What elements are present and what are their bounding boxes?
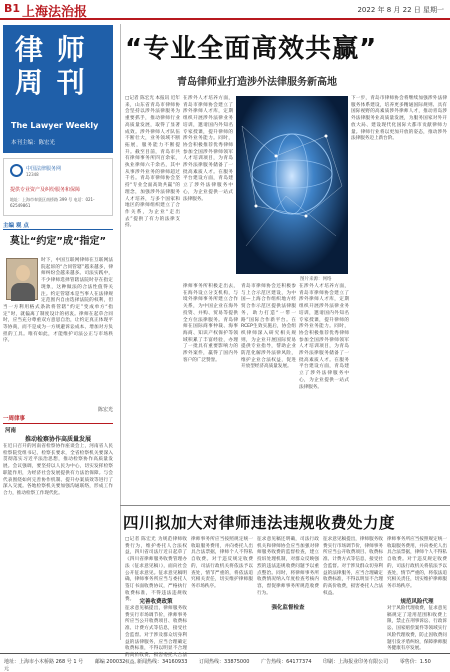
brief-title: 推动检察协作高质量发展: [24, 436, 91, 443]
story2-column-6: 对于风险代理收费，征求意见稿规定了适用范围和收费上限，禁止在刑事诉讼、行政诉讼、国家赔偿案件等领域实行风险代理收费，防止因收费问题引发矛盾纠纷，保障律师服务健康有序发展。: [387, 606, 447, 652]
briefs-tag: 一周律事: [3, 414, 113, 424]
story2-subhead-2: 强化监督检查: [271, 605, 305, 611]
column-title: 莫让“约定”成“指定”: [9, 236, 107, 247]
globe-illustration: [236, 96, 348, 274]
feature-column-6: 在涉外人才培养方面，青岛市律师协会建立了涉外律师人才库，定期组织开展涉外法律业务培训，邀请国内外知名专家授课，提升律师的涉外业务能力。同时，协会积极推荐优秀律师参加全国涉外律师领军人才培训项目，为青岛涉外法律服务储备了一批高素质人才。在服务平台建设方面，青岛建立了涉外法律服务中心，为企业提供一站式法律服务。: [299, 284, 349, 390]
ad-org-sub: 12348: [26, 172, 39, 177]
brief-text: 在近日召开的河南省检察协作座谈会上，河南省人民检察院党组书记、检察长要求，全省检察机关要深入贯彻落实习近平法治思想，推动检察协作高质量发展。会议强调，要坚持以人民为中心，切实发挥检察职能作用，为经济社会发展提供有力法治保障。与会代表围绕如何完善协作机制、提升办案质效等进行了深入交流。各地检察机关要加强沟通联络，形成工作合力，推动检察工作现代化。: [3, 444, 113, 496]
brand-title-line1: 律 师: [15, 33, 87, 66]
brand-editor: 本刊主编：陈宏光: [11, 140, 56, 146]
legal-service-logo-icon: [10, 164, 23, 177]
newspaper-masthead: 上海法治报: [22, 5, 88, 20]
dateline: 2022 年 8 月 22 日 星期一: [357, 6, 444, 14]
page-footer: [0, 653, 450, 672]
column-divider: [120, 24, 121, 640]
author-portrait: [6, 258, 38, 300]
story2-column-1: □记者 陈宏光 为规范律师收费行为，维护委托人合法权益，四川省司法厅近日起草了《四川省律师服务收费管理办法（征求意见稿）》，面向社会公开征求意见。征求意见稿明确，律师事务所应当与委托人签订书面收费协议，严格执行收费标准，不得违法违规收费。: [125, 537, 187, 603]
feature-subhead: 青岛律师业打造涉外法律服务新高地: [177, 77, 337, 88]
network-globe-photo: [236, 96, 348, 274]
feature-column-3: 律师事务所积极走出去，在海外设立分支机构，与境外律师事务所建立合作关系，为中国企业在海外投资、并购、贸易等提供全方位法律服务。青岛律师在国际商事仲裁、海事海商、知识产权保护等领域积累了丰富经验，办理了一批具有重要影响力的涉外案件，赢得了国内外客户的广泛赞誉。: [183, 284, 238, 363]
advertisement: [3, 158, 113, 216]
feature-column-4: 青岛市律师协会还积极参与上合示范区建设，为中国—上海合作组织地方经贸合作示范区提供法律服务，助力打造“一带一路”国际合作新平台。在RCEP生效实施后，协会组织律师深入研究相关规则，为企业开展国际贸易提供专业指导，帮助企业防范化解涉外法律风险，维护企业合法权益，促进开放型经济高质量发展。: [241, 284, 296, 370]
footer-price: 零售价：1.50 元: [4, 659, 431, 672]
story2-column-5: 律师事务所应当按照规定统一收取服务费用，并向委托人出具合法票据，律师个人不得私自收费。对于违反规定收费的，司法行政机关将依法予以查处，情节严重的，将依法追究相关责任，切实维护律师服务市场秩序。: [387, 537, 447, 589]
page-header: [0, 0, 450, 20]
story2-headline: 四川拟加大对律师违法违规收费处力度: [123, 514, 396, 532]
brief-location: 河南: [5, 428, 17, 434]
feature-headline: “专业全面高效共赢”: [125, 34, 378, 64]
story2-column-3: 征求意见稿还明确，司法行政机关和律师协会应当加强对律师服务收费的监督检查，建立投诉处理机制，对群众反映强烈的违法违规收费问题予以重点整治。同时，将律师事务所收费情况纳入年度检查考核内容，督促律师事务所规范收费行为。: [257, 537, 319, 596]
story2-subhead-3: 规范风险代理: [400, 599, 434, 605]
feature-column-2: 在涉外人才培养方面，青岛市律师协会建立了涉外律师人才库，定期组织开展涉外法律业务培训，邀请国内外知名专家授课，提升律师的涉外业务能力。同时，协会积极推荐优秀律师参加全国涉外律师领军人才培训项目，为青岛涉外法律服务储备了一批高素质人才。在服务平台建设方面，青岛建立了涉外法律服务中心，为企业提供一站式法律服务。: [183, 96, 233, 202]
ad-contact: 地址：上海市奉贤区南桥路 399 号 电话：021-62549861: [10, 197, 95, 208]
column-body: 时下，中国互联网律师在互联网法院起诉的“合同管辖”越来越多，律师纠纷会越来越多。司法实践中，不少律师选择管辖法院时存在指定现象，这种做法的合法性值得关注。约定管辖本是当事人在法律规定范围内自由选择法院的权利，但当一方利用格式条款将管辖“约定”变成单方“指定”时，就偏离了制度设计的初衷。律师在起草合同时，应当充分尊重双方意思自治，让约定真正体现平等协商，而不是成为一方规避诉讼成本、增加对方负担的工具。唯有如此，才能维护司法公正与市场秩序。: [3, 258, 113, 344]
story2-column-1b: 征求意见稿提出，律师服务收费实行市场调节价，律师事务所应当公开收费项目、收费标准、计费方式等信息，接受社会监督。对于涉及群众切身利益的法律服务，应当合理确定收费标准，不得以明显不合理的高价收费，损害委托人合法权益。: [125, 606, 187, 665]
feature-column-5: 下一步，青岛市律师协会将继续加强涉外法律服务体系建设，培养更多精通国际规则、具有国际视野的高素质涉外律师人才，推动青岛涉外法律服务业高质量发展，为服务国家对外开放大局、建设现代化国际大都市贡献律师力量。律师行业将以更加开放的姿态，推动涉外法律服务迈上新台阶。: [351, 96, 447, 142]
footer-print: 印刷：上海报业印务有限公司: [323, 659, 389, 665]
footer-post: 邮编 200032: [94, 659, 126, 665]
footer-ad-tel: 订阅热线：33875000: [199, 659, 250, 665]
story2-column-2: 律师事务所应当按照规定统一收取服务费用，并向委托人出具合法票据，律师个人不得私自收费。对于违反规定收费的，司法行政机关将依法予以查处，情节严重的，将依法追究相关责任，切实维护律师服务市场秩序。: [191, 537, 253, 589]
feature-column-1: □记者 陈宏光 本报讯 近年来，山东省青岛市律师协会坚持以涉外法律服务为重要抓手，推动律师行业高质量发展，取得了显著成效。涉外律师人才队伍不断壮大，业务领域不断拓展，服务能力不断提升。截至目前，青岛市共有律师事务所四百余家，执业律师六千余名，其中从事涉外业务的律师超过千名。青岛市律师协会坚持“专业全面高效共赢”的理念，加强涉外法律服务人才培养，与多个国家和地区的律师组织建立了合作关系，为企业“走出去”提供了有力的法律支持。: [125, 96, 180, 229]
story2-column-4: 征求意见稿提出，律师服务收费实行市场调节价，律师事务所应当公开收费项目、收费标准、计费方式等信息，接受社会监督。对于涉及群众切身利益的法律服务，应当合理确定收费标准，不得以明显不合理的高价收费，损害委托人合法权益。: [323, 537, 383, 596]
ad-org: 中国法律服务网: [26, 166, 62, 172]
lawyer-weekly-brand: [3, 25, 113, 153]
footer-issue-tel: 广告热线：64177374: [261, 659, 312, 665]
brand-title-line2: 周 刊: [15, 66, 87, 99]
story-divider: [120, 505, 450, 506]
footer-news-tel: 新闻热线：34160933: [136, 659, 188, 665]
ad-slogan: 提供专业资产及纠纷服务和保障: [10, 187, 81, 193]
editor-view-tag: 主编 观 点: [3, 221, 113, 230]
brand-subtitle-en: The Lawyer Weekly: [11, 121, 99, 130]
brand-title: [15, 33, 87, 99]
photo-credit: 图片来源：网络: [300, 277, 332, 282]
footer-address: 地址：上海市小木桥路 268 号 1 号: [4, 659, 84, 665]
story2-subhead-1: 完善收费政策: [139, 599, 173, 605]
page-number: B1: [4, 2, 21, 15]
column-signature: 陈宏光: [97, 407, 113, 413]
